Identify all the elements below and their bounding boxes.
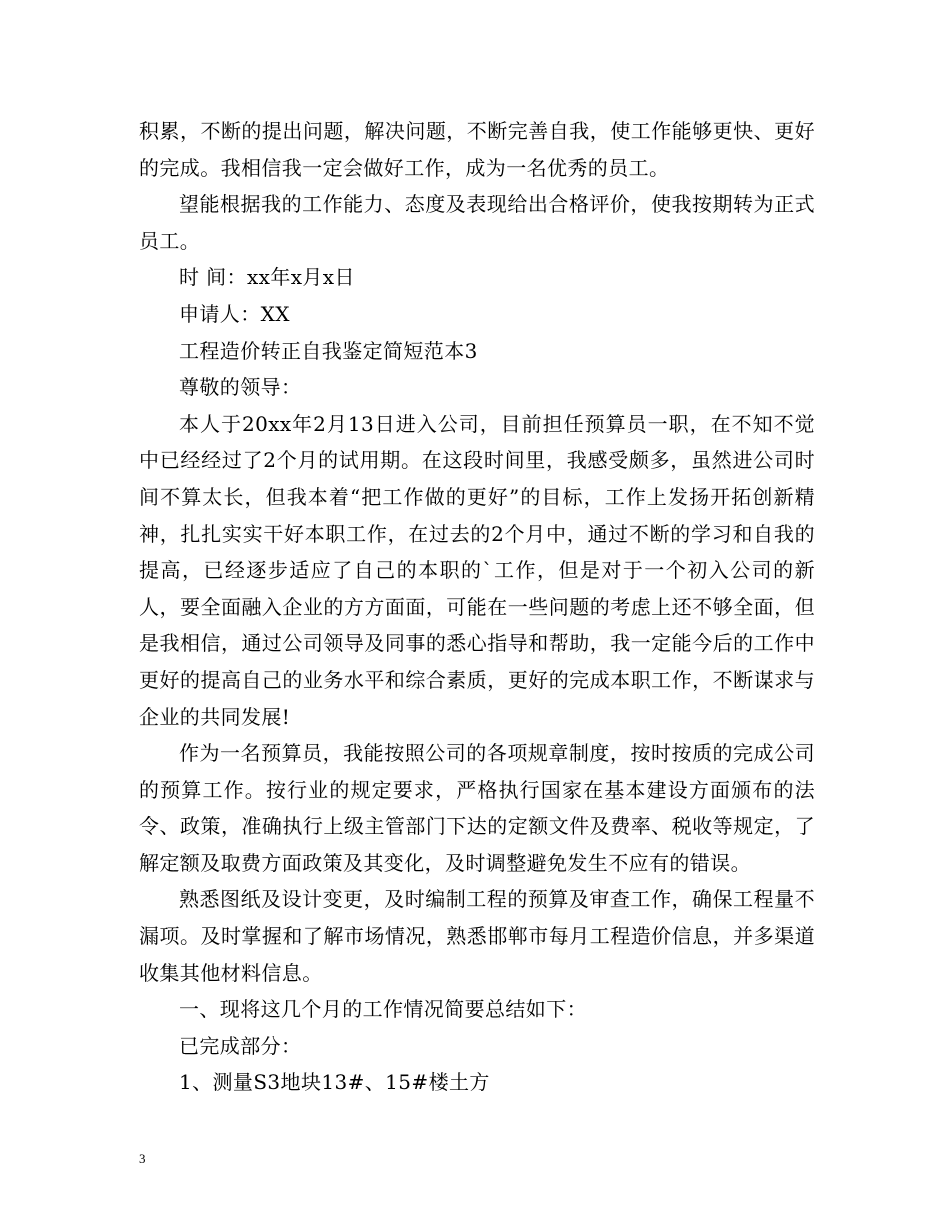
subheading: 已完成部分： — [179, 1033, 302, 1058]
paragraph: 作为一名预算员，我能按照公司的各项规章制度，按时按质的完成公司的预算工作。按行业的规定要求，严格执行国家在基本建设方面颁布的法令、政策，准确执行上级主管部门下达的定额文件及费率、税收等规定，了解定额及取费方面政策及其变化，及时调整避免发生不应有的错误。 — [139, 741, 815, 875]
section-title: 工程造价转正自我鉴定简短范本3 — [179, 338, 478, 363]
document-body — [139, 113, 815, 1101]
paragraph: 望能根据我的工作能力、态度及表现给出合格评价，使我按期转为正式员工。 — [139, 192, 815, 253]
paragraph: 积累，不断的提出问题，解决问题，不断完善自我，使工作能够更快、更好的完成。我相信我一定会做好工作，成为一名优秀的员工。 — [139, 119, 815, 180]
summary-heading: 一、现将这几个月的工作情况简要总结如下： — [179, 997, 587, 1022]
applicant-line: 申请人：XX — [179, 301, 290, 326]
list-item: 1、测量S3地块13#、15#楼土方 — [179, 1070, 490, 1095]
page-number: 3 — [139, 1151, 146, 1166]
paragraph: 本人于20xx年2月13日进入公司，目前担任预算员一职，在不知不觉中已经经过了2个月的试用期。在这段时间里，我感受颇多，虽然进公司时间不算太长，但我本着“把工作做的更好”的目标，工作上发扬开拓创新精神，扎扎实实干好本职工作，在过去的2个月中，通过不断的学习和自我的提高，已经逐步适应了自己的本职的`工作，但是对于一个初入公司的新人，要全面融入企业的方方面面，可能在一些问题的考虑上还不够全面，但是我相信，通过公司领导及同事的悉心指导和帮助，我一定能今后的工作中更好的提高自己的业务水平和综合素质，更好的完成本职工作，不断谋求与企业的共同发展! — [139, 411, 815, 729]
paragraph: 熟悉图纸及设计变更，及时编制工程的预算及审查工作，确保工程量不漏项。及时掌握和了解市场情况，熟悉邯郸市每月工程造价信息，并多渠道收集其他材料信息。 — [139, 887, 815, 985]
date-line: 时 间：xx年x月x日 — [179, 265, 355, 290]
salutation: 尊敬的领导： — [179, 375, 302, 400]
